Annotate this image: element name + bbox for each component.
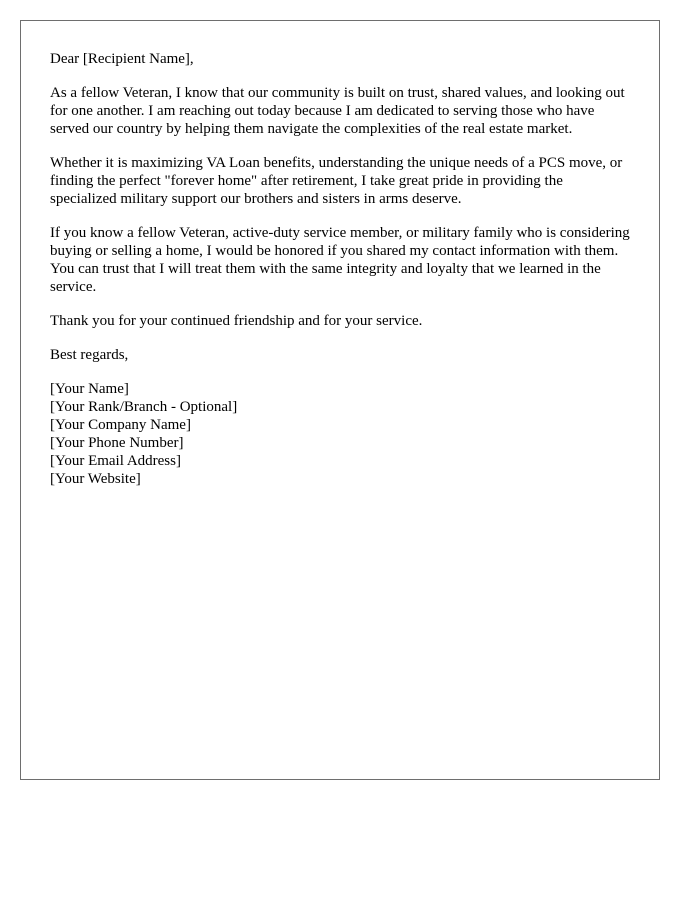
paragraph-intro: As a fellow Veteran, I know that our community is built on trust, shared values, and looking out for one another. I am reaching out today because I am dedicated to serving those who have served our country by helping them navigate the complexities of the real estate market.	[50, 85, 625, 137]
signature-website: [Your Website]	[50, 471, 141, 487]
closing: Best regards,	[50, 347, 129, 363]
paragraph-thanks: Thank you for your continued friendship and for your service.	[50, 313, 423, 329]
signature-email: [Your Email Address]	[50, 453, 181, 469]
signature-rank-branch: [Your Rank/Branch - Optional]	[50, 399, 238, 415]
signature-company: [Your Company Name]	[50, 417, 191, 433]
letter-body	[50, 50, 630, 488]
signature-phone: [Your Phone Number]	[50, 435, 184, 451]
paragraph-referral-request: If you know a fellow Veteran, active-duty service member, or military family who is considering buying or selling a home, I would be honored if you shared my contact information with them. You can trust that I will treat them with the same integrity and loyalty that we learned in the service.	[50, 225, 630, 295]
paragraph-services: Whether it is maximizing VA Loan benefits, understanding the unique needs of a PCS move, or finding the perfect "forever home" after retirement, I take great pride in providing the specialized military support our brothers and sisters in arms deserve.	[50, 155, 623, 207]
signature-block	[50, 380, 630, 488]
salutation: Dear [Recipient Name],	[50, 51, 194, 67]
letter-frame	[20, 20, 660, 780]
signature-name: [Your Name]	[50, 381, 129, 397]
